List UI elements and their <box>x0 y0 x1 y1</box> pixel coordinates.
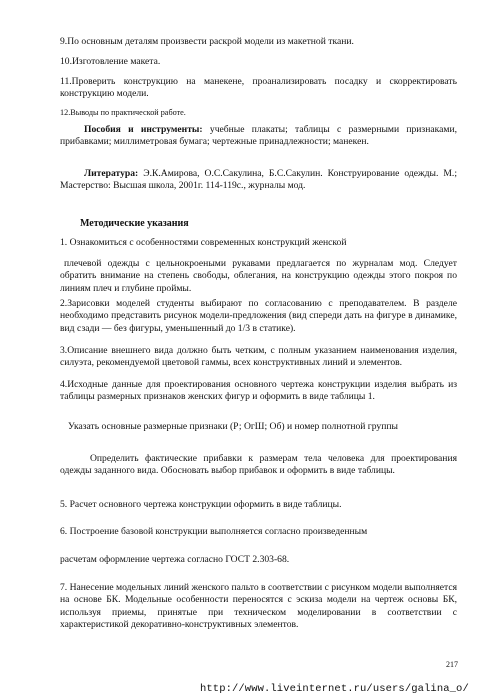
step-6-text: расчетам оформление чертежа согласно ГОСТ 2.303-68. <box>60 554 290 565</box>
step-2: 2.Зарисовки моделей студенты выбирают по согласованию с преподавателем. В разделе необходимо представить рисунок модели-предложения (вид спереди дать на фигуре в динамике, вид сзади — без фигуры, уменьшенный до 1/3 в статике). <box>60 298 457 334</box>
item-9: 9.По основным деталям произвести раскрой модели из макетной ткани. <box>60 36 354 47</box>
step-1-line: 1. Ознакомиться с особенностями современных конструкций женской <box>60 237 347 248</box>
page-number: 217 <box>446 660 458 669</box>
literature-paragraph <box>60 168 457 193</box>
step-4-sizes: Указать основные размерные признаки (Р; ОгШ; Об) и номер полнотной группы <box>68 421 398 432</box>
method-heading: Методические указания <box>80 218 189 229</box>
step-5: 5. Расчет основного чертежа конструкции оформить в виде таблицы. <box>60 499 342 510</box>
item-11: 11.Проверить конструкцию на манекене, проанализировать посадку и скорректировать конструкцию модели. <box>60 76 457 100</box>
literature-label: Литература: <box>84 168 139 179</box>
footer-url: http://www.liveinternet.ru/users/galina_o/ <box>200 683 469 695</box>
step-6-line: 6. Построение базовой конструкции выполняется согласно произведенным <box>60 526 368 537</box>
aids-text: учебные плакаты; таблицы с размерными признаками, прибавками; миллиметровая бумага; чертежные принадлежности; манекен. <box>60 124 457 148</box>
aids-label: Пособия и инструменты: <box>84 124 203 135</box>
step-4: 4.Исходные данные для проектирования основного чертежа конструкции изделия выбрать из таблицы размерных признаков женских фигур и оформить в виде таблицы 1. <box>60 379 457 403</box>
literature-text: Э.К.Амирова, О.С.Сакулина, Б.С.Сакулин. Конструирование одежды. М.; Мастерство: Высшая школа, 2001г. 114-119с., журналы мод. <box>60 168 457 192</box>
step-7: 7. Нанесение модельных линий женского пальто в соответствии с рисунком модели выполняется на основе БК. Модельные особенности переносятся с эскиза модели на чертеж основы БК, используя приемы, принятые при техническом моделировании в соответствии с характеристикой декоративно-конструктивных элементов. <box>60 582 457 631</box>
step-4-allowances: Определить фактические прибавки к размерам тела человека для проектирования одежды заданного вида. Обосновать выбор прибавок и оформить в виде таблицы. <box>60 453 457 477</box>
step-1-text: плечевой одежды с цельнокроеными рукавами предлагается по журналам мод. Следует обратить внимание на степень свободы, облегания, на конструкцию одежды этого покроя по линиям плеч и глубине проймы. <box>60 258 457 294</box>
item-12: 12.Выводы по практической работе. <box>60 108 186 117</box>
aids-paragraph <box>60 124 457 149</box>
step-3: 3.Описание внешнего вида должно быть четким, с полным указанием наименования изделия, силуэта, рекомендуемой цветовой гаммы, всех конструктивных линий и элементов. <box>60 345 457 369</box>
item-10: 10.Изготовление макета. <box>60 56 161 67</box>
